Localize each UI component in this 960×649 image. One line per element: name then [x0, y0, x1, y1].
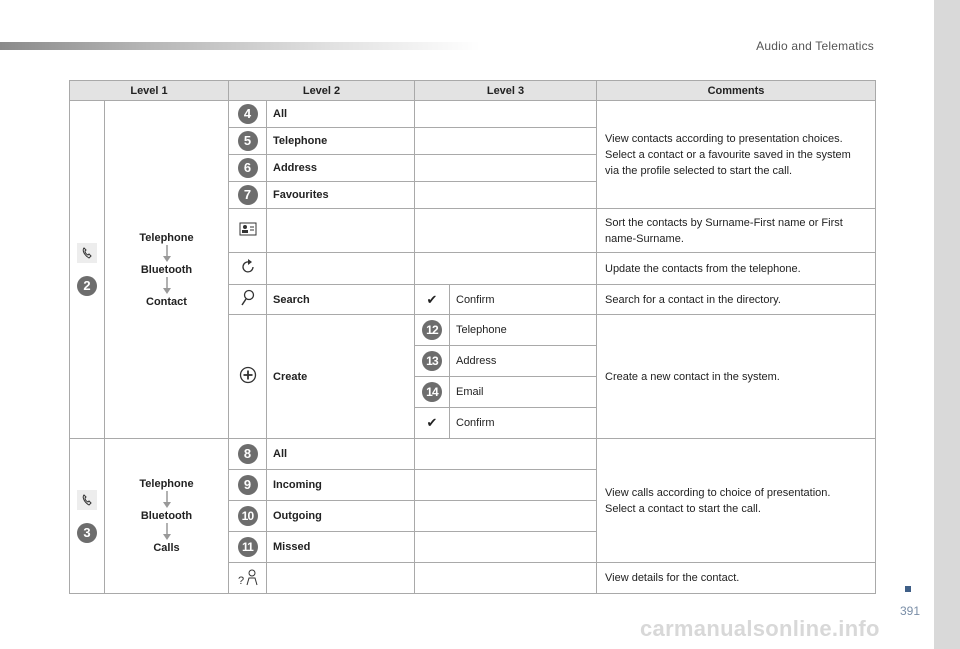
arrow-down-icon: [162, 277, 172, 295]
level2-label: Create: [267, 315, 415, 439]
contact-details-icon: [237, 574, 259, 589]
path-telephone: Telephone: [139, 231, 194, 244]
comment-details: View details for the contact.: [597, 563, 876, 594]
step-badge: 10: [238, 506, 258, 526]
step-badge: 13: [422, 351, 442, 371]
header-level3: Level 3: [415, 81, 597, 101]
level2-label: Favourites: [267, 182, 415, 209]
level2-badge-cell: [229, 470, 267, 501]
table-row: [70, 439, 876, 470]
path-bluetooth: Bluetooth: [140, 510, 193, 522]
contact-card-icon: [239, 227, 257, 239]
level2-empty: [267, 209, 415, 253]
step-badge: 11: [238, 537, 258, 557]
step-badge: 7: [238, 185, 258, 205]
level3-empty: [415, 532, 597, 563]
level2-icon-cell: [229, 285, 267, 315]
header-level2: Level 2: [229, 81, 415, 101]
header-gradient-bar: [0, 42, 480, 50]
level3-badge-cell: [415, 377, 450, 408]
level2-label: Search: [267, 285, 415, 315]
level1-chain-cell: [105, 101, 229, 439]
table-header-row: [70, 81, 876, 101]
page-number: 391: [900, 604, 921, 618]
level2-label: All: [267, 439, 415, 470]
level1-chain-cell: [105, 439, 229, 594]
level3-empty: [415, 209, 597, 253]
level3-empty: [415, 563, 597, 594]
level3-empty: [415, 128, 597, 155]
next-page-icon: [905, 586, 911, 592]
level3-label: Address: [450, 346, 597, 377]
level2-label: Telephone: [267, 128, 415, 155]
path-telephone: Telephone: [139, 478, 194, 490]
level3-empty: [415, 155, 597, 182]
level3-label: Email: [450, 377, 597, 408]
step-badge: 3: [77, 523, 97, 543]
level2-badge-cell: [229, 155, 267, 182]
step-badge: 12: [422, 320, 442, 340]
path-bluetooth: Bluetooth: [140, 263, 193, 276]
refresh-icon: [240, 266, 256, 278]
level3-empty: [415, 253, 597, 285]
level2-label: Address: [267, 155, 415, 182]
comment-update: Update the contacts from the telephone.: [597, 253, 876, 285]
menu-path: [106, 232, 227, 308]
step-badge: 4: [238, 104, 258, 124]
level1-icon-cell: [70, 439, 105, 594]
level2-badge-cell: [229, 128, 267, 155]
level3-badge-cell: [415, 346, 450, 377]
checkmark-icon: ✔: [415, 408, 450, 439]
step-badge: 14: [422, 382, 442, 402]
plus-circle-icon: [239, 375, 257, 387]
comment-view-contacts: View contacts according to presentation choices. Select a contact or a favourite saved in the system via the profile selected to start the call.: [597, 101, 876, 209]
magnifier-icon: [240, 298, 256, 310]
level2-label: All: [267, 101, 415, 128]
page-edge-strip: [934, 0, 960, 649]
arrow-down-icon: [162, 491, 172, 509]
menu-path: [106, 478, 227, 554]
level2-badge-cell: [229, 501, 267, 532]
level3-empty: [415, 182, 597, 209]
comment-create: Create a new contact in the system.: [597, 315, 876, 439]
level3-empty: [415, 470, 597, 501]
level2-badge-cell: [229, 439, 267, 470]
level2-label: Missed: [267, 532, 415, 563]
level2-icon-cell: [229, 315, 267, 439]
level3-label: Confirm: [450, 285, 597, 315]
level3-label: Confirm: [450, 408, 597, 439]
phone-handset-icon: [77, 490, 97, 510]
watermark: carmanualsonline.info: [640, 616, 880, 641]
checkmark-icon: ✔: [415, 285, 450, 315]
level3-empty: [415, 501, 597, 532]
header-level1: Level 1: [70, 81, 229, 101]
level3-empty: [415, 439, 597, 470]
menu-table: [69, 80, 876, 594]
level2-icon-cell: [229, 253, 267, 285]
level2-empty: [267, 563, 415, 594]
level1-icon-cell: [70, 101, 105, 439]
path-calls: Calls: [153, 542, 180, 554]
level2-badge-cell: [229, 532, 267, 563]
step-badge: 2: [77, 276, 97, 296]
step-badge: 9: [238, 475, 258, 495]
section-title: Audio and Telematics: [756, 39, 874, 53]
level2-label: Outgoing: [267, 501, 415, 532]
level2-empty: [267, 253, 415, 285]
level3-empty: [415, 101, 597, 128]
comment-view-calls: View calls according to choice of presentation. Select a contact to start the call.: [597, 439, 876, 563]
level2-icon-cell: [229, 563, 267, 594]
level2-label: Incoming: [267, 470, 415, 501]
table-row: [70, 101, 876, 128]
path-contact: Contact: [146, 295, 187, 308]
arrow-down-icon: [162, 523, 172, 541]
level3-badge-cell: [415, 315, 450, 346]
header-comments: Comments: [597, 81, 876, 101]
svg-text:?: ?: [237, 574, 244, 586]
arrow-down-icon: [162, 245, 172, 263]
level3-label: Telephone: [450, 315, 597, 346]
level2-badge-cell: [229, 182, 267, 209]
level2-badge-cell: [229, 101, 267, 128]
phone-handset-icon: [77, 243, 97, 263]
comment-search: Search for a contact in the directory.: [597, 285, 876, 315]
step-badge: 6: [238, 158, 258, 178]
step-badge: 5: [238, 131, 258, 151]
step-badge: 8: [238, 444, 258, 464]
comment-sort: Sort the contacts by Surname-First name or First name-Surname.: [597, 209, 876, 253]
level2-icon-cell: [229, 209, 267, 253]
